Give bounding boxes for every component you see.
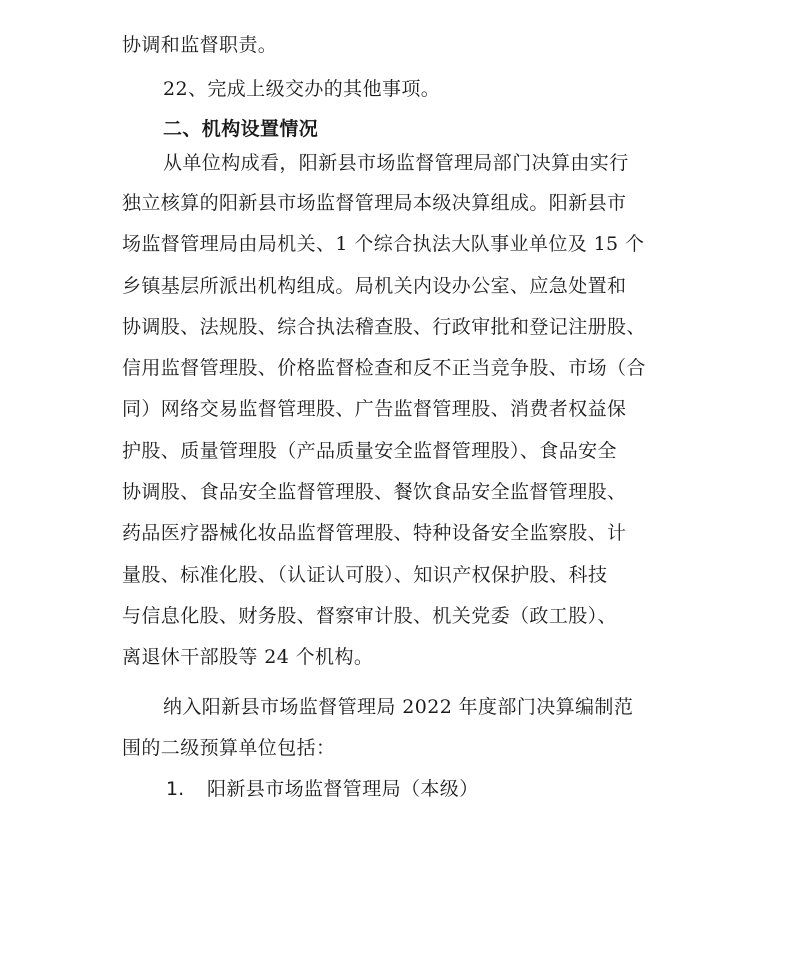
paragraph-line: 量股、标准化股、（认证认可股）、知识产权保护股、科技 (122, 564, 608, 586)
paragraph-line: 同）网络交易监督管理股、广告监督管理股、消费者权益保 (122, 398, 627, 420)
paragraph-line: 从单位构成看，阳新县市场监督管理局部门决算由实行 (163, 152, 629, 174)
paragraph-line: 药品医疗器械化妆品监督管理股、特种设备安全监察股、计 (122, 522, 627, 544)
list-item-text: 阳新县市场监督管理局（本级） (207, 778, 479, 800)
paragraph-line: 护股、质量管理股（产品质量安全监督管理股）、食品安全 (122, 440, 617, 462)
paragraph-line: 与信息化股、财务股、督察审计股、机关党委（政工股）、 (122, 605, 617, 627)
paragraph-line: 围的二级预算单位包括： (122, 737, 336, 759)
paragraph-line: 信用监督管理股、价格监督检查和反不正当竞争股、市场（合 (122, 357, 646, 379)
paragraph-line: 场监督管理局由局机关、1 个综合执法大队事业单位及 15 个 (122, 233, 645, 255)
paragraph-line: 协调股、食品安全监督管理股、餐饮食品安全监督管理股、 (122, 481, 627, 503)
paragraph-line: 独立核算的阳新县市场监督管理局本级决算组成。阳新县市 (122, 192, 627, 214)
item-22: 22、完成上级交办的其他事项。 (163, 78, 441, 100)
paragraph-line: 离退休干部股等 24 个机构。 (122, 646, 374, 668)
section-heading: 二、机构设置情况 (163, 118, 319, 140)
paragraph-line: 乡镇基层所派出机构组成。局机关内设办公室、应急处置和 (122, 275, 627, 297)
paragraph-line: 协调和监督职责。 (122, 34, 278, 56)
list-item-number: 1. (166, 778, 185, 800)
paragraph-line: 纳入阳新县市场监督管理局 2022 年度部门决算编制范 (163, 696, 634, 718)
paragraph-line: 协调股、法规股、综合执法稽查股、行政审批和登记注册股、 (122, 316, 646, 338)
